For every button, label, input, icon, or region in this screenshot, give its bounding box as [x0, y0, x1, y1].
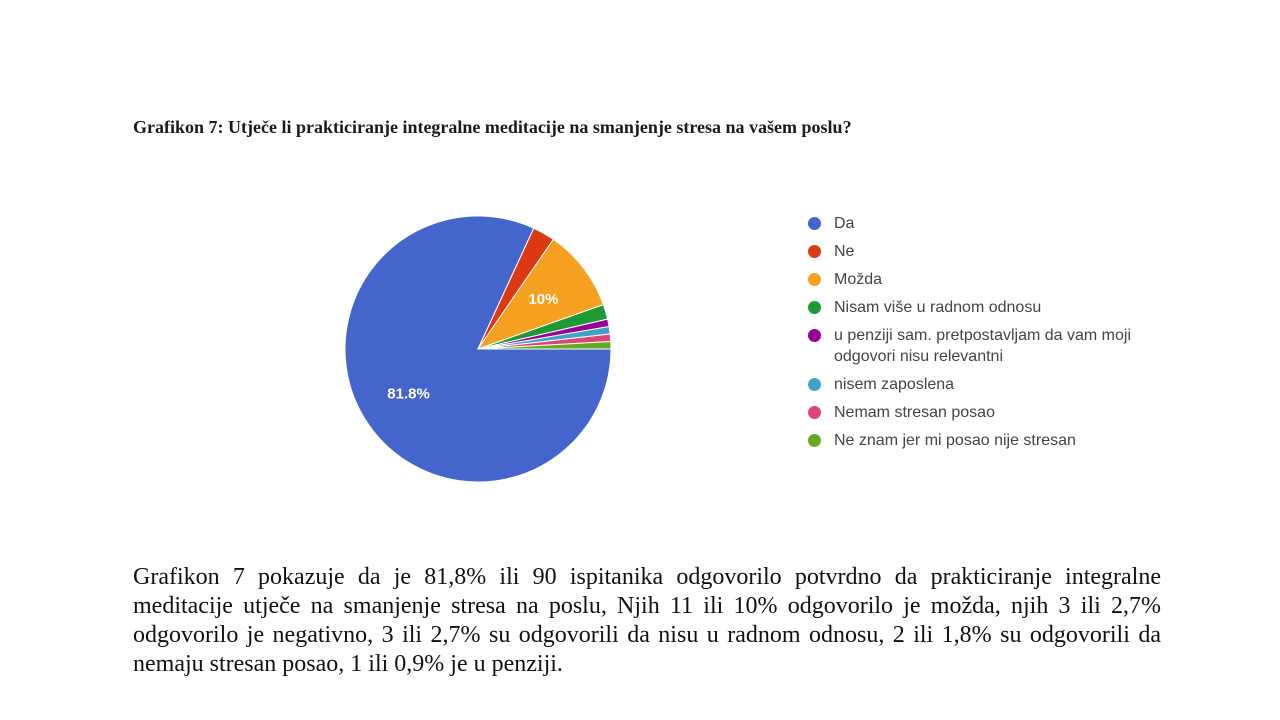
legend-item: [808, 402, 1148, 423]
legend-label: Nisam više u radnom odnosu: [834, 299, 1042, 316]
slice-label-2: 10%: [528, 290, 559, 308]
legend-label: Da: [834, 215, 855, 232]
legend-swatch: [808, 406, 821, 419]
pie-chart: [330, 200, 630, 500]
legend-label: Ne: [834, 243, 855, 260]
chart-caption: Grafikon 7 pokazuje da je 81,8% ili 90 ispitanika odgovorilo potvrdno da prakticiranje integralne meditacije utječe na smanjenje stresa na poslu, Njih 11 ili 10% odgovorilo je možda, njih 3 ili 2,7% odgovorilo je negativno, 3 ili 2,7% su odgovorili da nisu u radnom odnosu, 2 ili 1,8% su odgovorili da nemaju stresan posao, 1 ili 0,9% je u penziji.: [133, 564, 1161, 677]
legend-item: [808, 213, 1148, 234]
slice-label-0: 81.8%: [387, 385, 430, 403]
legend-swatch: [808, 378, 821, 391]
legend-label: u penziji sam. pretpostavljam da vam moji odgovori nisu relevantni: [834, 327, 1132, 365]
legend-item: [808, 269, 1148, 290]
legend-swatch: [808, 273, 821, 286]
legend-swatch: [808, 217, 821, 230]
legend-item: [808, 241, 1148, 262]
legend-swatch: [808, 245, 821, 258]
legend-swatch: [808, 329, 821, 342]
chart-legend: [808, 213, 1148, 458]
legend-item: [808, 297, 1148, 318]
legend-label: nisem zaposlena: [834, 376, 955, 393]
legend-label: Nemam stresan posao: [834, 404, 995, 421]
legend-item: [808, 325, 1148, 367]
legend-label: Ne znam jer mi posao nije stresan: [834, 432, 1076, 449]
legend-swatch: [808, 301, 821, 314]
legend-item: [808, 430, 1148, 451]
legend-label: Možda: [834, 271, 883, 288]
legend-item: [808, 374, 1148, 395]
legend-swatch: [808, 434, 821, 447]
chart-title: Grafikon 7: Utječe li prakticiranje integralne meditacije na smanjenje stresa na vašem poslu?: [133, 117, 852, 137]
